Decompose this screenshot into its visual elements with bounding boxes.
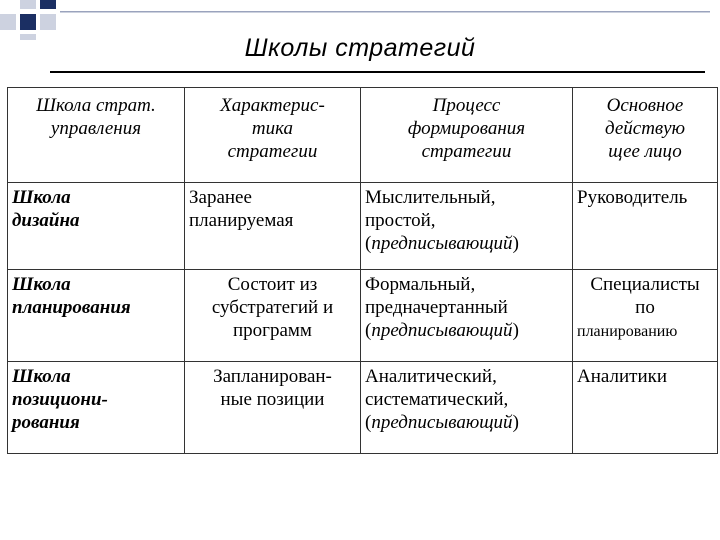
strategy-schools-table (7, 87, 718, 454)
table-row (8, 183, 718, 270)
table-row (8, 270, 718, 362)
header-actor: Основное действую щее лицо (573, 88, 718, 183)
actor-extra: планированию (577, 323, 678, 340)
main-actor: Руководитель (573, 183, 718, 270)
main-actor: Специалисты по планированию (573, 270, 718, 362)
table-row (8, 362, 718, 454)
school-name: Школа позициони- рования (8, 362, 185, 454)
formation-process: Мыслительный, простой, (предписывающий) (361, 183, 573, 270)
process-note: предписывающий (371, 233, 513, 254)
school-name: Школа дизайна (8, 183, 185, 270)
header-characteristic: Характерис- тика стратегии (185, 88, 361, 183)
table-header-row (8, 88, 718, 183)
strategy-characteristic: Состоит из субстратегий и программ (185, 270, 361, 362)
process-note: предписывающий (371, 412, 513, 433)
header-school: Школа страт. управления (8, 88, 185, 183)
title-underline (50, 71, 705, 73)
school-name: Школа планирования (8, 270, 185, 362)
page-title: Школы стратегий (244, 34, 476, 62)
process-note: предписывающий (371, 320, 513, 341)
strategy-characteristic: Заранее планируемая (185, 183, 361, 270)
formation-process: Аналитический, систематический, (предписывающий) (361, 362, 573, 454)
strategy-characteristic: Запланирован- ные позиции (185, 362, 361, 454)
header-process: Процесс формирования стратегии (361, 88, 573, 183)
main-actor: Аналитики (573, 362, 718, 454)
formation-process: Формальный, предначертанный (предписывающий) (361, 270, 573, 362)
